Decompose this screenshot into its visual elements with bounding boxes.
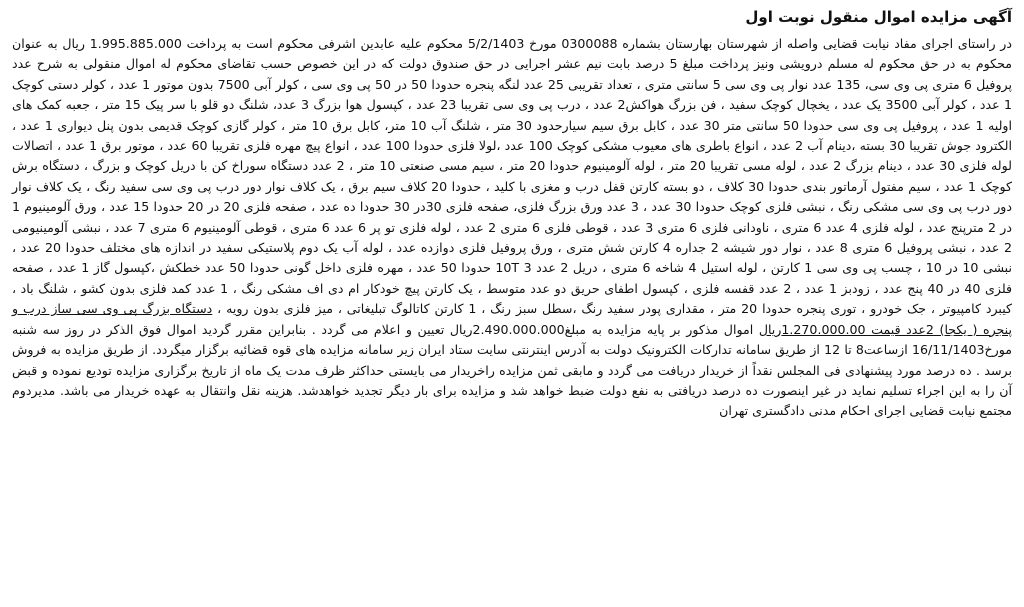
notice-paragraph-machine: دستگاه بزرگ پی وی سی ساز درب و پنجره ( یکجا) 2عدد قیمت 1.270.000.00ریال [12, 301, 1012, 337]
notice-body [12, 34, 1012, 422]
notice-title: آگهی مزایده اموال منقول نوبت اول [745, 8, 1012, 26]
notice-paragraph-terms: اموال مذکور بر پایه مزایده به مبلغ2.490.000.000ریال تعیین و اعلام می گردد . بنابراین مقرر گردید اموال فوق الذکر در روز سه شنبه مورخ16/11/1403 ازساعت8 تا 12 از طریق سامانه تدارکات الکترونیک دولت به آدرس اینترنتی سایت ستاد ایران زیر سامانه مزایده های قوه قضائیه برگزار میگردد. از طریق مزایده به فروش برسد . ده درصد مورد پیشنهادی فی المجلس نقداً از خریدار دریافت می گردد و مابقی ثمن مزایده راخریدار می بایستی حداکثر ظرف مدت یک ماه از تاریخ برگزاری مزایده تودیع نموده و قبض آن را به این اجراء تسلیم نماید در غیر اینصورت ده درصد دریافتی به نفع دولت ضبط خواهد شد و مزایده برای بار دیگر تجدید خواهدشد. هزینه نقل وانتقال به عهده خریدار می باشد. مدیردوم مجتمع نیابت قضایی اجرای احکام مدنی دادگستری تهران [12, 321, 1012, 419]
notice-paragraph-items: در راستای اجرای مفاد نیابت قضایی واصله از شهرستان بهارستان بشماره 0300088 مورخ 5/2/1403 محکوم علیه عابدین اشرفی محکوم است به پرداخت 1.995.885.000 ریال به عنوان محکوم به در حق محکوم له مسلم درویشی ونیز پرداخت مبلغ 5 درصد بابت نیم عشر اجرایی در حق صندوق دولت که در این خصوص حسب تقاضای محکوم له اموال منقولی به شرح عدد پروفیل 6 متری پی وی سی، 135 عدد نوار پی وی سی 5 سانتی متری ، تعداد تقریبی 25 عدد لنگه پنجره حدودا 50 در 50 پی وی سی ، کولر آبی 7500 بدون موتور 1 عدد ، کولر دستی کوچک 1 عدد ، کولر آبی 3500 یک عدد ، یخچال کوچک سفید ، فن بزرگ هواکش2 عدد ، درب پی وی سی تقریبا 23 عدد ، کپسول هوا بزرگ 3 عدد، شلنگ دو قلو با سر پیک 15 متر ، جعبه کمک های اولیه 1 عدد ، پروفیل پی وی سی حدودا 50 سانتی متر 30 عدد ، کابل برق سیم سیارحدود 30 متر ، شلنگ آب 10 متر، کابل برق 10 متر ، کولر گازی کوچک قدیمی بدون پنل دیواری 1 عدد ، الکترود جوش تقریبا 30 بسته ،دینام آب 2 عدد ، انواع باطری های معیوب مشکی کوچک 100 عدد ،لولا فلزی حدودا 100 عدد ، انواع پیچ مهره فلزی تقریبا 60 عدد ، موتور برق 1 عدد ، اتصالات لوله فلزی 30 عدد ، دینام بزرگ 2 عدد ، لوله مسی تقریبا 20 متر ، لوله آلومینیوم حدودا 20 متر ، سیم مسی صنعتی 10 متر ، 2 عدد دستگاه سوراخ کن با دریل کوچک و بزرگ ، دستگاه برش کوچک 1 عدد ، سیم مفتول آرماتور بندی حدودا 30 کلاف ، دو بسته کارتن قفل درب و مغزی با کلید ، حدودا 20 کلاف سیم برق ، یک کلاف نوار دور درب پی وی سی سفید رنگ ، یک کلاف نوار دور درب پی وی سی مشکی رنگ ، نبشی فلزی کوچک حدودا 30 عدد ، 3 عدد ورق بزرگ فلزی، صفحه فلزی 30در 30 حدودا ده عدد ، صفحه فلزی 20 در 20 حدودا 15 عدد ، ورق آلومینیوم 1 در 2 مترپنج عدد ، لوله فلزی 4 عدد 6 متری ، ناودانی فلزی 6 متری 3 عدد ، قوطی فلزی 6 متری 2 عدد ، لوله فلزی تو پر 6 عدد 6 متری ، قوطی آلومینیوم 6 متری 7 عدد ، نبشی آلومینیومی 2 عدد ، نبشی پروفیل 6 متری 8 عدد ، نوار دور شیشه 2 جداره 4 کارتن شش متری ، ورق پروفیل فلزی دوازده عدد ، لوله آب یک دوم پلاستیکی سفید در اندازه های مختلف حدودا 20 عدد ، نبشی 10 در 10 ، چسب پی وی سی 1 کارتن ، لوله استیل 4 شاخه 6 متری ، دریل 2 عدد 3 10T حدودا 50 عدد ، مهره فلزی داخل گونی حدودا 50 عدد خطکش ،کپسول گاز 1 عدد ، صفحه فلزی 40 در 40 پنج عدد ، زودبز 1 عدد ، 2 عدد قفسه فلزی ، کپسول اطفای حریق دو عدد متوسط ، یک کارتن پیچ خودکار ام دی اف مشکی رنگ ، 1 عدد کمد فلزی بدون کشو ، شلنگ باد ، کیبرد کامپیوتر ، جک خودرو ، توری پنجره حدودا 20 متر ، مقداری پودر سفید رنگ ،سطل سبز رنگ ، 1 کارتن کاتالوگ تبلیغاتی ، میز فلزی بدون رویه ، [12, 36, 1013, 317]
